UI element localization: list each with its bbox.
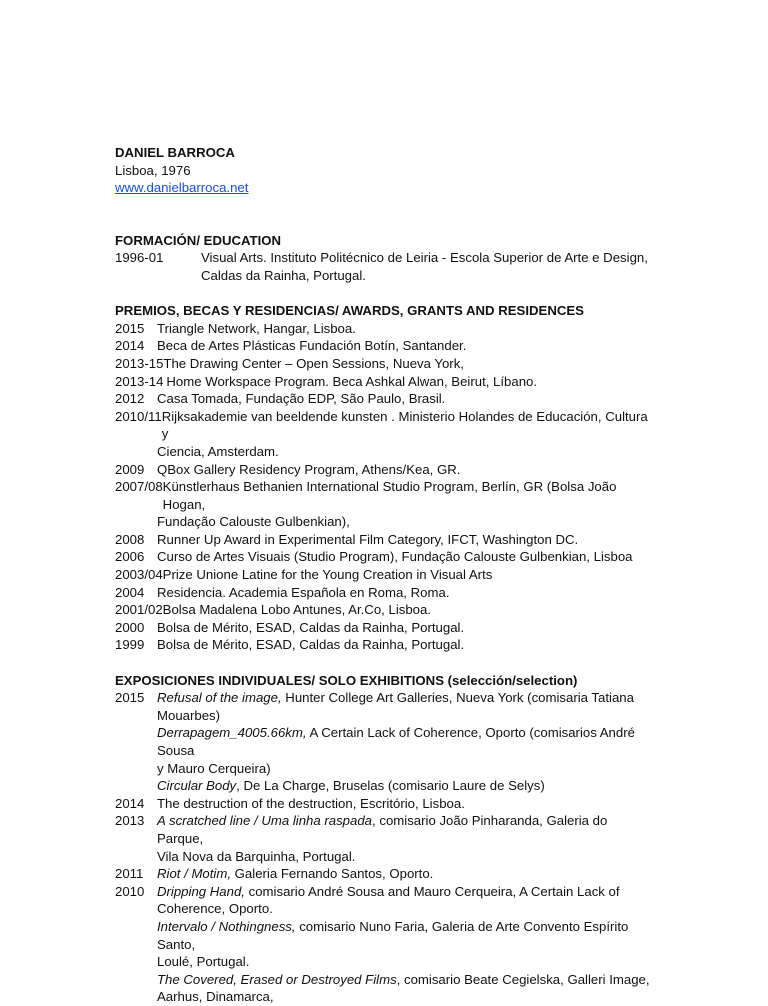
award-entry (115, 408, 655, 443)
award-year: 1999 (115, 637, 145, 653)
artist-name: DANIEL BARROCA (115, 145, 235, 160)
exhibition-details: comisario Nuno Faria, Galeria de Arte Convento Espírito Santo, (157, 918, 629, 952)
award-year: 2006 (115, 549, 145, 565)
award-year: 2010/11 (115, 408, 162, 424)
award-year: 2000 (115, 619, 145, 635)
education-entry (115, 249, 655, 267)
awards-heading: PREMIOS, BECAS Y RESIDENCIAS/ AWARDS, GRANTS AND RESIDENCES (115, 303, 584, 319)
award-text: Home Workspace Program. Beca Ashkal Alwan, Beirut, Líbano. (166, 373, 538, 389)
solo-entry (115, 883, 655, 901)
award-year: 2013-14 (115, 373, 164, 389)
award-text-cont: Ciencia, Amsterdam. (157, 443, 279, 459)
exhibition-details-cont: Aarhus, Dinamarca, (157, 989, 274, 1005)
solo-entry (115, 971, 655, 989)
education-year: 1996-01 (115, 250, 164, 266)
award-year: 2004 (115, 584, 145, 600)
award-entry (115, 373, 655, 391)
solo-entry (115, 777, 655, 795)
award-text: Bolsa de Mérito, ESAD, Caldas da Rainha, Portugal. (157, 619, 465, 635)
exhibition-title: Dripping Hand, (157, 883, 245, 899)
award-text: Casa Tomada, Fundação EDP, São Paulo, Brasil. (157, 391, 446, 407)
award-entry (115, 548, 655, 566)
award-text: Residencia. Academia Española en Roma, Roma. (157, 584, 450, 600)
education-heading: FORMACIÓN/ EDUCATION (115, 232, 282, 248)
award-year: 2013-15 (115, 355, 164, 371)
exhibition-details: Galeria Fernando Santos, Oporto. (231, 866, 434, 882)
exhibition-title: A scratched line / Uma linha raspada (157, 813, 373, 829)
award-text: Curso de Artes Visuais (Studio Program), Fundação Calouste Gulbenkian, Lisboa (157, 549, 633, 565)
solo-year: 2010 (115, 883, 145, 899)
award-text: Beca de Artes Plásticas Fundación Botín, Santander. (157, 338, 467, 354)
award-year: 2003/04 (115, 567, 163, 583)
award-entry (115, 601, 655, 619)
exhibition-details-cont: y Mauro Cerqueira) (157, 760, 271, 776)
exhibition-title: Circular Body (157, 778, 237, 794)
award-text: Bolsa Madalena Lobo Antunes, Ar.Co, Lisboa. (162, 602, 432, 618)
award-entry (115, 531, 655, 549)
exhibition-title: Intervalo / Nothingness, (157, 918, 296, 934)
cv-document (115, 144, 655, 1006)
exhibition-title: The Covered, Erased or Destroyed Films (157, 971, 397, 987)
solo-entry (115, 812, 655, 847)
exhibition-details-cont: Loulé, Portugal. (157, 954, 250, 970)
award-entry (115, 320, 655, 338)
award-entry (115, 337, 655, 355)
solo-year: 2014 (115, 795, 145, 811)
award-entry (115, 355, 655, 373)
award-year: 2012 (115, 391, 145, 407)
exhibition-title: Riot / Motim, (157, 866, 232, 882)
solo-heading: EXPOSICIONES INDIVIDUALES/ SOLO EXHIBITIONS (selección/selection) (115, 672, 578, 688)
exhibition-details: A Certain Lack of Coherence, Oporto (comisarios André Sousa (157, 725, 635, 758)
solo-entry (115, 865, 655, 883)
exhibition-details-cont: Coherence, Oporto. (157, 901, 273, 917)
award-text-cont: Fundação Calouste Gulbenkian), (157, 514, 350, 530)
award-text: Runner Up Award in Experimental Film Category, IFCT, Washington DC. (157, 531, 579, 547)
exhibition-details: comisario André Sousa and Mauro Cerqueira, A Certain Lack of (244, 883, 620, 899)
award-entry (115, 478, 655, 513)
award-year: 2009 (115, 461, 145, 477)
exhibition-details: , De La Charge, Bruselas (comisario Laure de Selys) (236, 778, 545, 794)
exhibition-details-cont: Mouarbes) (157, 707, 221, 723)
education-text-cont: Caldas da Rainha, Portugal. (201, 267, 366, 283)
exhibition-details: Hunter College Art Galleries, Nueva York (comisaria Tatiana (281, 690, 634, 706)
award-text: Rijksakademie van beeldende kunsten . Ministerio Holandes de Educación, Cultura y (161, 408, 648, 442)
award-entry (115, 619, 655, 637)
solo-entry (115, 689, 655, 707)
award-text: QBox Gallery Residency Program, Athens/Kea, GR. (157, 461, 461, 477)
award-entry (115, 461, 655, 479)
artist-origin: Lisboa, 1976 (115, 162, 191, 178)
exhibition-title: Derrapagem_4005.66km, (157, 725, 307, 741)
solo-entry (115, 795, 655, 813)
award-year: 2015 (115, 320, 145, 336)
exhibition-details: , comisario João Pinharanda, Galeria do Parque, (157, 813, 608, 846)
award-entry (115, 584, 655, 602)
award-entry (115, 566, 655, 584)
exhibition-title: Refusal of the image, (157, 690, 282, 706)
award-text: Triangle Network, Hangar, Lisboa. (157, 320, 356, 336)
award-text: Künstlerhaus Bethanien International Studio Program, Berlín, GR (Bolsa João Hogan, (162, 479, 617, 512)
solo-year: 2015 (115, 690, 145, 706)
education-text: Visual Arts. Instituto Politécnico de Leiria - Escola Superior de Arte e Design, (201, 250, 648, 266)
award-year: 2008 (115, 531, 145, 547)
solo-entry (115, 918, 655, 953)
exhibition-details-cont: Vila Nova da Barquinha, Portugal. (157, 848, 356, 864)
exhibition-details: The destruction of the destruction, Escritório, Lisboa. (157, 795, 465, 811)
award-entry (115, 636, 655, 654)
solo-entry (115, 724, 655, 759)
award-year: 2001/02 (115, 602, 163, 618)
award-entry (115, 390, 655, 408)
exhibition-details: , comisario Beate Cegielska, Galleri Image, (396, 971, 650, 987)
award-year: 2007/08 (115, 479, 163, 495)
award-text: The Drawing Center – Open Sessions, Nueva York, (163, 355, 464, 371)
solo-year: 2011 (115, 866, 144, 882)
solo-year: 2013 (115, 813, 145, 829)
award-text: Prize Unione Latine for the Young Creation in Visual Arts (162, 567, 493, 583)
award-text: Bolsa de Mérito, ESAD, Caldas da Rainha, Portugal. (157, 637, 465, 653)
website-link[interactable]: www.danielbarroca.net (115, 180, 249, 196)
award-year: 2014 (115, 338, 145, 354)
